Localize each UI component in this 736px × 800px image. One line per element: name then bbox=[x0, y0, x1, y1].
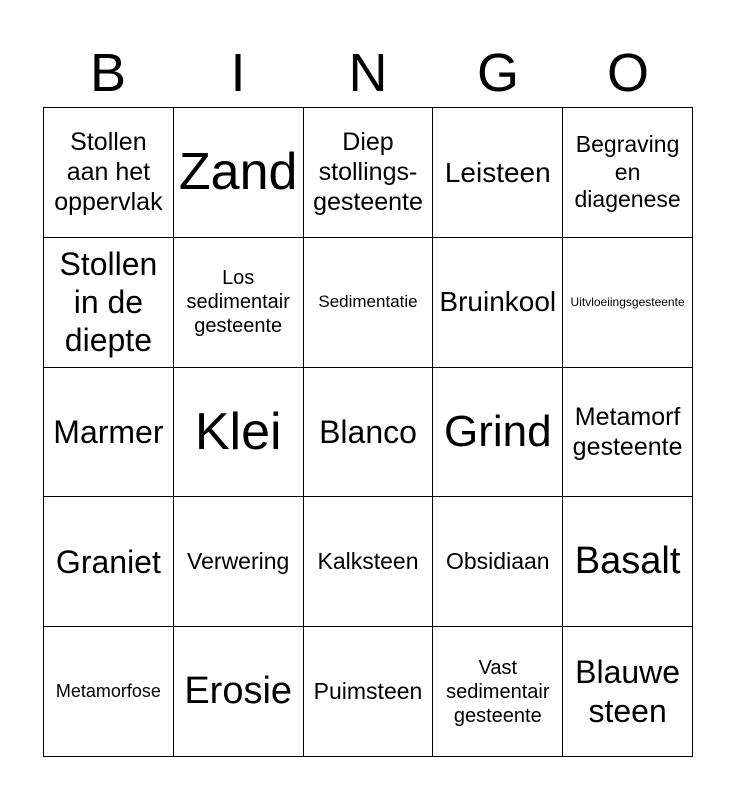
bingo-cell[interactable]: Metamorfose bbox=[44, 627, 174, 757]
bingo-grid bbox=[43, 107, 693, 757]
bingo-cell[interactable]: Grind bbox=[433, 368, 563, 498]
bingo-cell[interactable]: Kalksteen bbox=[304, 497, 434, 627]
bingo-cell[interactable]: Puimsteen bbox=[304, 627, 434, 757]
bingo-cell[interactable]: Metamorf gesteente bbox=[563, 368, 693, 498]
bingo-cell[interactable]: Vast sedimentair gesteente bbox=[433, 627, 563, 757]
bingo-cell[interactable]: Stollen aan het oppervlak bbox=[44, 108, 174, 238]
bingo-cell[interactable]: Zand bbox=[174, 108, 304, 238]
header-letter-g: G bbox=[476, 43, 519, 103]
header-letter-b: B bbox=[89, 43, 127, 103]
bingo-cell[interactable]: Los sedimentair gesteente bbox=[174, 238, 304, 368]
bingo-cell[interactable]: Verwering bbox=[174, 497, 304, 627]
bingo-cell[interactable]: Uitvloeiingsgesteente bbox=[563, 238, 693, 368]
bingo-header bbox=[43, 38, 693, 108]
bingo-cell[interactable]: Marmer bbox=[44, 368, 174, 498]
bingo-cell[interactable]: Blanco bbox=[304, 368, 434, 498]
bingo-cell[interactable]: Diep stollings-gesteente bbox=[304, 108, 434, 238]
bingo-cell[interactable]: Basalt bbox=[563, 497, 693, 627]
bingo-cell[interactable]: Graniet bbox=[44, 497, 174, 627]
bingo-cell[interactable]: Begraving en diagenese bbox=[563, 108, 693, 238]
header-letter-o: O bbox=[606, 43, 649, 103]
bingo-cell[interactable]: Stollen in de diepte bbox=[44, 238, 174, 368]
bingo-cell[interactable]: Obsidiaan bbox=[433, 497, 563, 627]
bingo-cell[interactable]: Bruinkool bbox=[433, 238, 563, 368]
bingo-cell[interactable]: Sedimentatie bbox=[304, 238, 434, 368]
header-letter-i: I bbox=[230, 43, 246, 103]
bingo-cell[interactable]: Erosie bbox=[174, 627, 304, 757]
bingo-cell[interactable]: Blauwe steen bbox=[563, 627, 693, 757]
bingo-cell[interactable]: Klei bbox=[174, 368, 304, 498]
bingo-cell[interactable]: Leisteen bbox=[433, 108, 563, 238]
header-letter-n: N bbox=[348, 43, 388, 103]
